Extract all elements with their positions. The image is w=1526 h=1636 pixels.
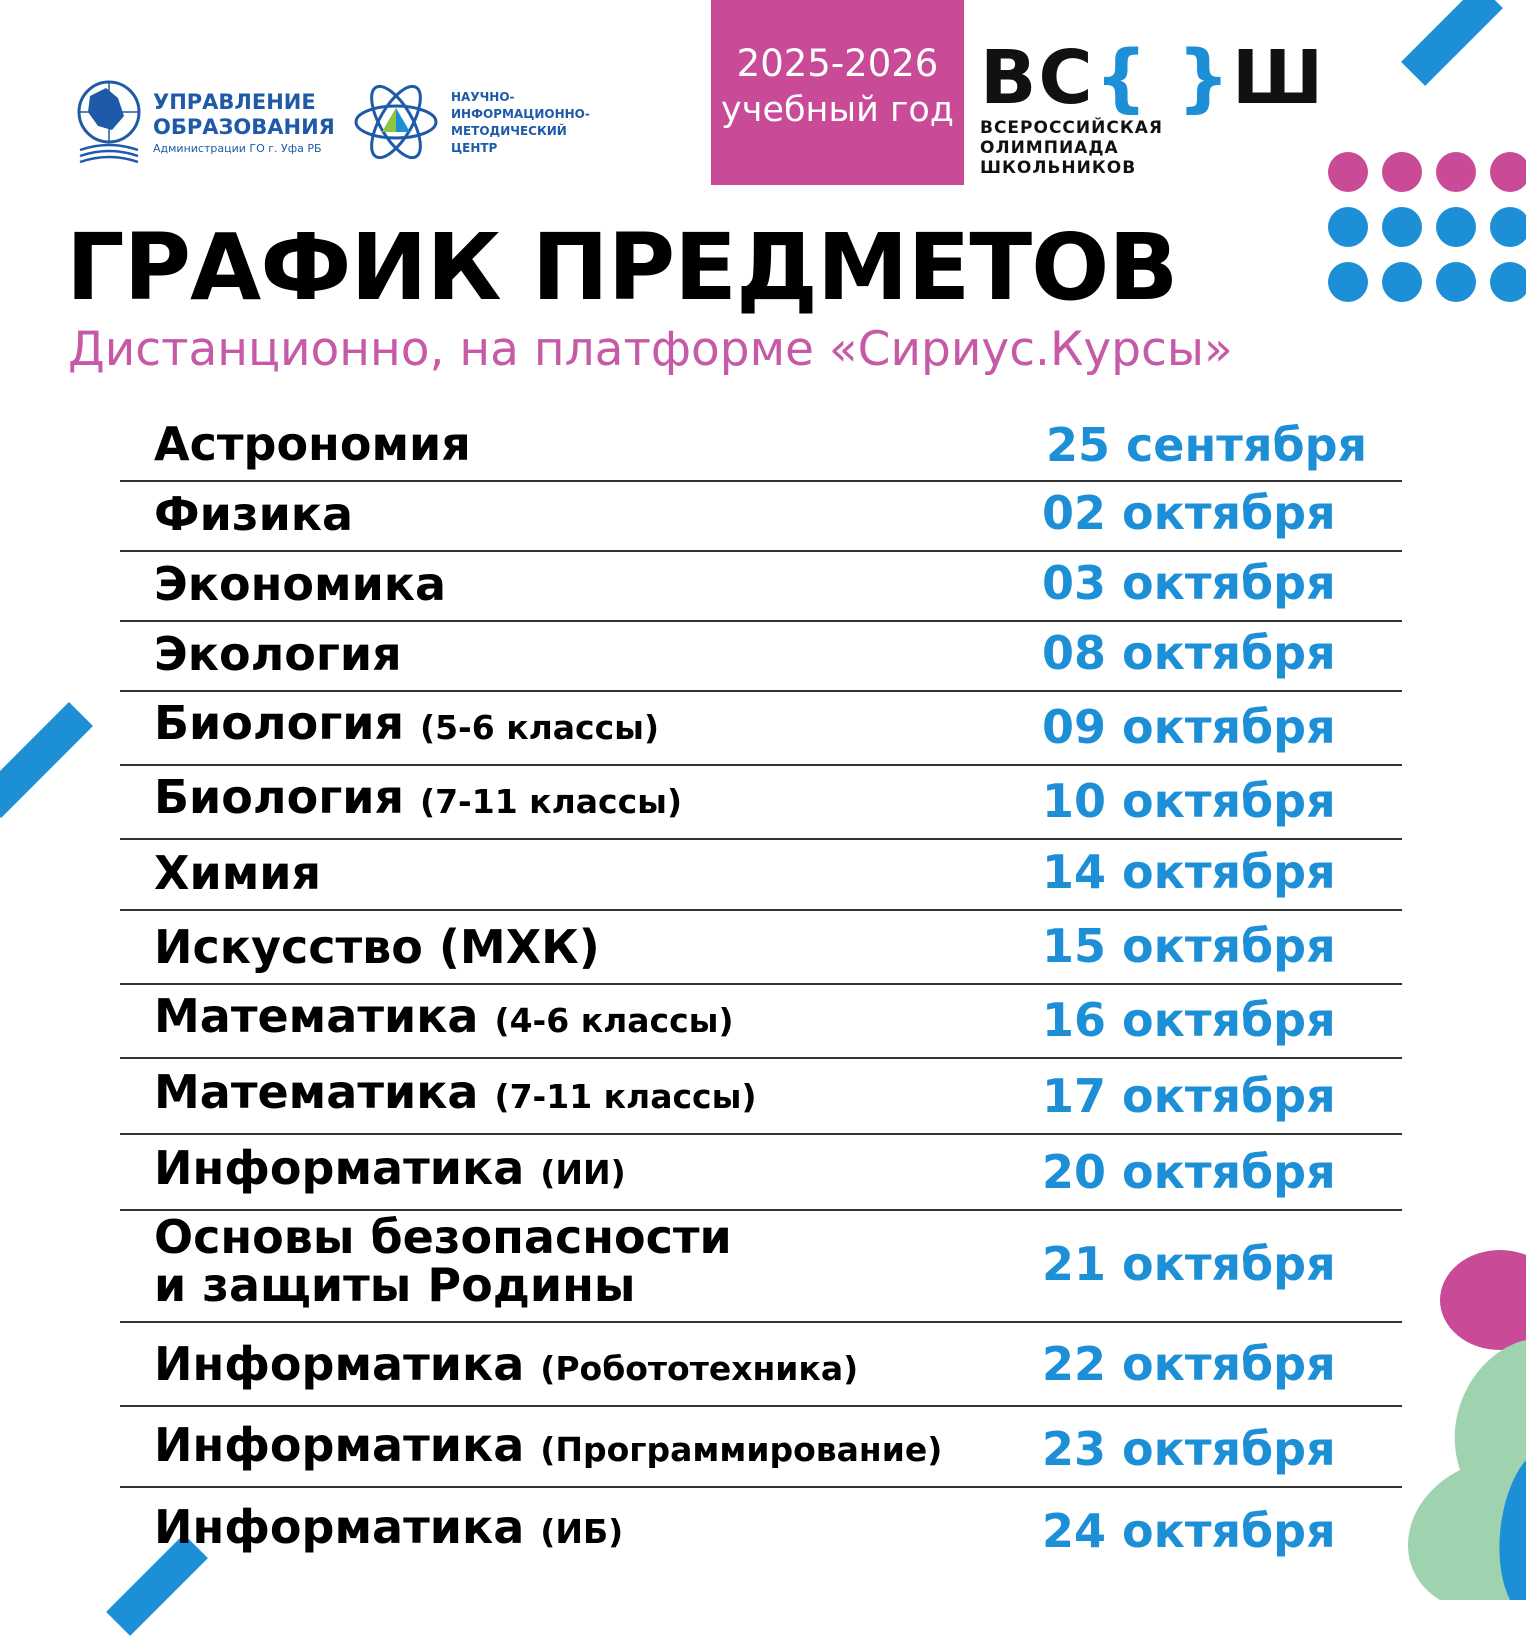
vsosh-sub1: ВСЕРОССИЙСКАЯ — [980, 118, 1163, 138]
vsosh-logo-bc: ВС — [980, 35, 1095, 121]
subject-name: Экономика — [154, 557, 447, 611]
logo-left-line2: ОБРАЗОВАНИЯ — [153, 115, 335, 139]
vsosh-sub3: ШКОЛЬНИКОВ — [980, 158, 1137, 178]
subject-name: Экология — [154, 627, 402, 681]
subject-note: (7-11 классы) — [420, 782, 683, 821]
exam-date: 23 октября — [1042, 1422, 1336, 1476]
table-row — [120, 692, 1402, 766]
education-department-emblem — [76, 76, 142, 168]
logo-center-line3: МЕТОДИЧЕСКИЙ — [451, 124, 567, 138]
subject-name: Информатика — [154, 1337, 525, 1391]
subject-name: Искусство (МХК) — [154, 920, 600, 974]
table-row — [120, 622, 1402, 692]
subject-name: Информатика — [154, 1141, 525, 1195]
subject-note: (Программирование) — [540, 1430, 943, 1469]
page-subtitle: Дистанционно, на платформе «Сириус.Курсы» — [68, 322, 1233, 377]
exam-date: 21 октября — [1042, 1237, 1336, 1291]
page-title: ГРАФИК ПРЕДМЕТОВ — [66, 214, 1178, 321]
exam-date: 02 октября — [1042, 486, 1336, 540]
subject-name-line2: и защиты Родины — [154, 1258, 636, 1312]
academic-year-box — [711, 0, 964, 185]
subject-name: Химия — [154, 846, 322, 900]
subject-name: Основы безопасности — [154, 1210, 732, 1264]
atom-icon — [352, 76, 440, 168]
subject-note: (7-11 классы) — [494, 1077, 757, 1116]
subject-name: Информатика — [154, 1418, 525, 1472]
decor-stripe-top-right — [1401, 0, 1503, 86]
exam-date: 17 октября — [1042, 1069, 1336, 1123]
table-row — [120, 1135, 1402, 1211]
exam-date: 25 сентября — [1046, 418, 1368, 472]
academic-year-label: учебный год — [721, 90, 954, 130]
table-row — [120, 1059, 1402, 1135]
subject-name: Информатика — [154, 1500, 525, 1554]
subject-note: (ИИ) — [540, 1153, 626, 1192]
decor-stripe-left — [0, 702, 93, 818]
logo-left-line3: Администрации ГО г. Уфа РБ — [153, 142, 322, 155]
exam-date: 15 октября — [1042, 919, 1336, 973]
exam-date: 22 октября — [1042, 1337, 1336, 1391]
table-row — [120, 1211, 1402, 1323]
exam-date: 10 октября — [1042, 774, 1336, 828]
subject-note: (ИБ) — [540, 1512, 624, 1551]
vsosh-sub2: ОЛИМПИАДА — [980, 138, 1119, 158]
exam-date: 03 октября — [1042, 556, 1336, 610]
table-row — [120, 911, 1402, 985]
academic-year: 2025-2026 — [736, 42, 939, 85]
table-row — [120, 552, 1402, 622]
subject-note: (5-6 классы) — [420, 708, 660, 747]
subject-name: Математика — [154, 1065, 479, 1119]
exam-date: 16 октября — [1042, 993, 1336, 1047]
exam-date: 24 октября — [1042, 1504, 1336, 1558]
subject-name: Астрономия — [154, 417, 471, 471]
table-row — [120, 840, 1402, 911]
exam-date: 09 октября — [1042, 700, 1336, 754]
logo-center-line2: ИНФОРМАЦИОННО- — [451, 107, 590, 121]
logo-left-line1: УПРАВЛЕНИЕ — [153, 90, 316, 114]
subject-name: Биология — [154, 696, 404, 750]
exam-date: 14 октября — [1042, 845, 1336, 899]
table-row — [120, 1323, 1402, 1407]
subject-name: Математика — [154, 989, 479, 1043]
exam-date: 08 октября — [1042, 626, 1336, 680]
vsosh-logo-sh: Ш — [1231, 35, 1326, 121]
subject-note: (4-6 классы) — [494, 1001, 734, 1040]
subject-name: Физика — [154, 487, 354, 541]
logo-center-line4: ЦЕНТР — [451, 141, 498, 155]
subject-name: Биология — [154, 770, 404, 824]
schedule-table — [120, 412, 1402, 1568]
table-row — [120, 412, 1402, 482]
vsosh-logo-braces: { } — [1094, 35, 1232, 121]
exam-date: 20 октября — [1042, 1145, 1336, 1199]
table-row — [120, 1407, 1402, 1488]
subject-note: (Робототехника) — [540, 1349, 859, 1388]
logo-center-line1: НАУЧНО- — [451, 90, 515, 104]
table-row — [120, 482, 1402, 552]
table-row — [120, 1488, 1402, 1568]
table-row — [120, 766, 1402, 840]
vsosh-logo — [980, 35, 1326, 178]
table-row — [120, 985, 1402, 1059]
